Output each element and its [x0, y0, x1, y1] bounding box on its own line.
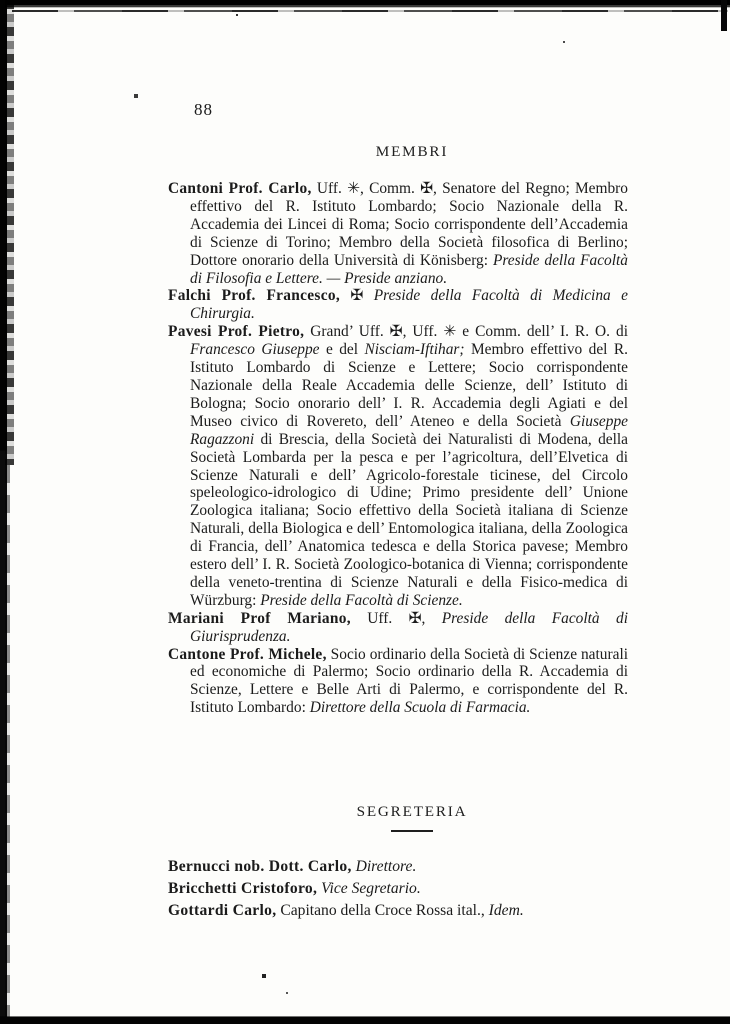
entry-name: Cantone Prof. Michele, [168, 645, 327, 663]
entry-name: Gottardi Carlo, [168, 901, 277, 919]
entry-text: e del [319, 341, 365, 359]
scan-edge-top [0, 0, 730, 9]
entry-name: Pavesi Prof. Pietro, [168, 323, 305, 341]
entry-text: Preside della Facoltà di Medicina e Chirurgia. [190, 287, 628, 323]
entry-text: Vice Segretario. [321, 879, 421, 897]
membri-entries-list [168, 180, 628, 717]
entry-text: ✠ [339, 287, 374, 305]
entry-text: Preside della Facoltà di Filosofia e Lettere. — Preside anziano. [190, 251, 628, 287]
entry-text: Uff. ✳, Comm. ✠, Senatore del Regno; Membro effettivo del R. Istituto Lombardo; Socio Nazionale della R. Accademia dei Lincei di Roma; Socio corrispondente dell’Accademia di Scienze di Torino; Membro della Società filosofica di Berlino; Dottore onorario della Università di Könisberg: [190, 180, 629, 269]
section-membri [168, 143, 628, 717]
entry-name: Cantoni Prof. Carlo, [168, 180, 312, 197]
entry-text: Direttore della Scuola di Farmacia. [309, 699, 531, 717]
section-segreteria [168, 803, 628, 921]
scan-corner-mark [721, 0, 727, 31]
entry-text: Direttore. [355, 858, 417, 875]
scan-edge-left-rough [5, 0, 14, 465]
scan-edge-bottom [0, 1015, 730, 1024]
scan-edge-left-fade [5, 465, 10, 1024]
member-entry [168, 856, 628, 878]
section-heading-segreteria: SEGRETERIA [356, 803, 468, 820]
scan-edge-top-line [12, 10, 728, 12]
member-entry [168, 610, 628, 646]
page-number: 88 [194, 100, 213, 119]
entry-name: Bricchetti Cristoforo, [168, 879, 318, 897]
entry-text: di Brescia, della Società dei Naturalisti di Modena, della Società Lombarda per la pesca e per l’agricoltura, dell’Elvetica di Scienze Naturali e dell’ Agricolo-forestale ticinese, del Circolo speleologico-idrologico di Udine; Primo presidente dell’ Unione Zoologica italiana; Socio effettivo della Società italiana di Scienze Naturali, della Biologica e dell’ Entomologica italiana, della Zoologica di Francia, dell’ Anatomica tedesca e della Storica pavese; Membro estero dell’ I. R. Società Zoologico-botanica di Vienna; corrispondente della veneto-trentina di Scienze Naturali e della Fisico-medica di Würzburg: [190, 430, 628, 609]
member-entry [168, 180, 628, 287]
entry-name: Bernucci nob. Dott. Carlo, [168, 858, 352, 875]
entry-text: Capitano della Croce Rossa ital., [276, 901, 489, 919]
member-entry [168, 646, 628, 718]
entry-text: Idem. [488, 901, 524, 919]
member-entry [168, 900, 628, 922]
entry-name: Mariani Prof Mariano, [168, 609, 351, 627]
entry-text: Uff. ✠, [350, 609, 442, 627]
member-entry [168, 323, 628, 610]
member-entry [168, 287, 628, 323]
member-entry [168, 878, 628, 900]
entry-text: Nisciam-Iftihar; [364, 341, 465, 359]
entry-name: Falchi Prof. Francesco, [168, 287, 340, 305]
entry-text: Preside della Facoltà di Giurisprudenza. [190, 609, 628, 645]
scan-dust-specks [0, 0, 2, 2]
entry-text: Francesco Giuseppe [190, 341, 320, 359]
section-heading-membri: MEMBRI [375, 143, 449, 160]
entry-text: Preside della Facoltà di Scienze. [260, 591, 463, 609]
entry-text: Giuseppe Ragazzoni [190, 412, 628, 448]
entry-text: Membro effettivo del R. Istituto Lombardo di Scienze e Lettere; Socio corrispondente Nazionale della Reale Accademia delle Scienze, dell’ Istituto di Bologna; Socio onorario dell’ I. R. Accademia degli Agiati e del Museo civico di Rovereto, dell’ Ateneo e della Società [190, 341, 629, 430]
entry-text: Socio ordinario della Società di Scienze naturali ed economiche di Palermo; Socio ordinario della R. Accademia di Scienze, Lettere e Belle Arti di Palermo, e corrispondente del R. Istituto Lombardo: [190, 645, 628, 717]
entry-text: Grand’ Uff. ✠, Uff. ✳ e Comm. dell’ I. R. O. di [304, 323, 628, 341]
segreteria-entries-list [168, 856, 628, 921]
heading-rule [391, 830, 433, 832]
